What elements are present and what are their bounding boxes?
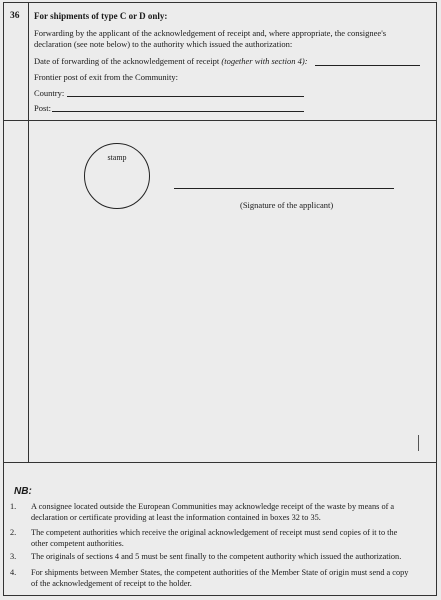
- nb-heading: NB:: [14, 486, 32, 497]
- signature-label: (Signature of the applicant): [240, 200, 334, 210]
- left-column-divider: [28, 3, 29, 462]
- intro-line-1: Forwarding by the applicant of the acknowledgement of receipt and, where appropriate, the consignee's: [34, 28, 387, 38]
- note-item: [10, 502, 434, 523]
- note-line: For shipments between Member States, the competent authorities of the Member State of origin must send a copy: [31, 568, 409, 577]
- date-label-note: (together with section 4):: [221, 56, 308, 66]
- country-label: Country:: [34, 88, 65, 98]
- note-line: The competent authorities which receive the original acknowledgement of receipt must send copies of it to the: [31, 528, 398, 537]
- section-title: For shipments of type C or D only:: [34, 11, 168, 21]
- frontier-label: Frontier post of exit from the Community:: [34, 72, 179, 82]
- note-item: [10, 552, 434, 563]
- intro-line-2: declaration (see note below) to the authority which issued the authorization:: [34, 39, 293, 49]
- date-label: [34, 56, 308, 67]
- note-number: 2.: [10, 528, 17, 537]
- note-line: The originals of sections 4 and 5 must be sent finally to the competent authority which issued the authorization.: [31, 552, 402, 561]
- country-field[interactable]: [67, 96, 304, 97]
- note-number: 4.: [10, 568, 17, 577]
- box-number: 36: [10, 11, 20, 21]
- note-line: A consignee located outside the European Communities may acknowledge receipt of the waste by means of a: [31, 502, 395, 511]
- signature-line[interactable]: [174, 188, 394, 189]
- note-line: declaration or certificate providing at least the information contained in boxes 32 to 35.: [31, 512, 321, 522]
- form-page: [3, 2, 437, 596]
- note-line: other competent authorities.: [31, 538, 124, 548]
- post-field[interactable]: [52, 111, 304, 112]
- note-number: 3.: [10, 552, 17, 561]
- note-number: 1.: [10, 502, 17, 511]
- scan-mark: [418, 435, 419, 451]
- post-label: Post:: [34, 103, 52, 113]
- stamp-label: stamp: [107, 153, 127, 162]
- section-divider-top: [4, 120, 436, 121]
- note-line: of the acknowledgement of receipt to the holder.: [31, 578, 192, 588]
- date-field[interactable]: [315, 65, 420, 66]
- section-divider-bottom: [4, 462, 436, 463]
- note-item: [10, 528, 434, 549]
- date-label-text: Date of forwarding of the acknowledgement of receipt: [34, 56, 220, 66]
- stamp-circle: [84, 143, 150, 209]
- note-item: [10, 568, 434, 589]
